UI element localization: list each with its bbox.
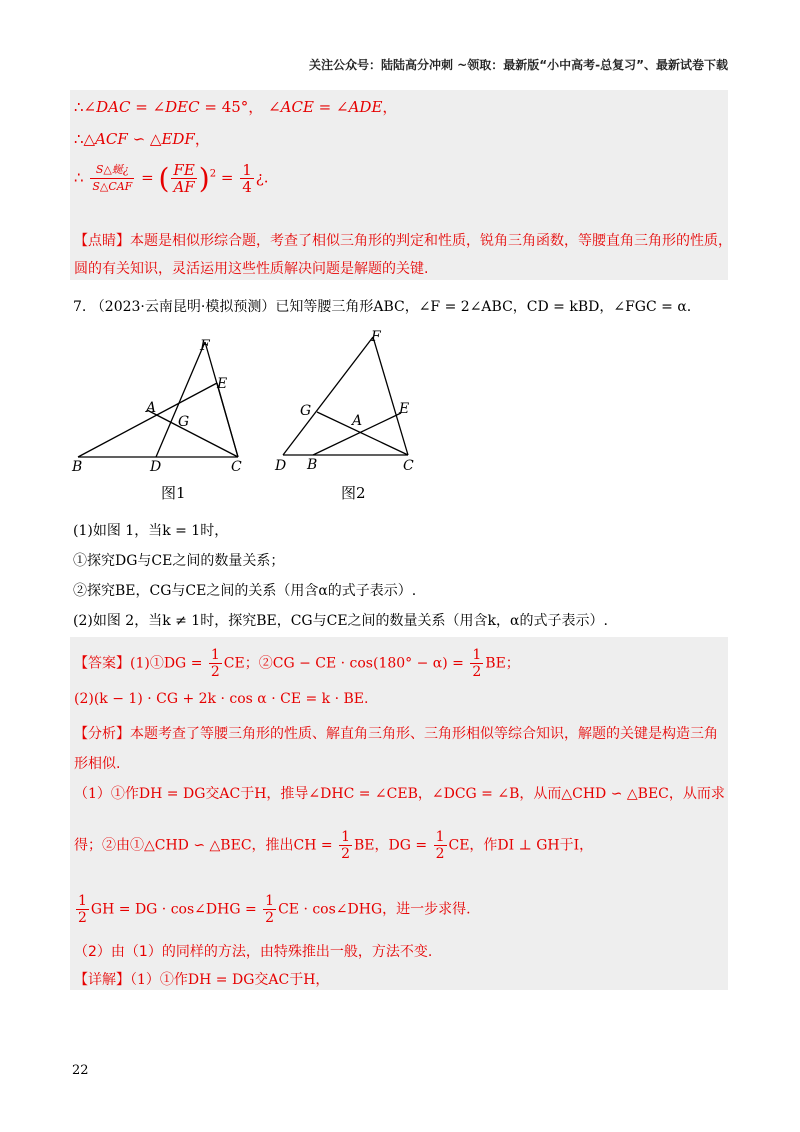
detail-line-1: 【详解】（1）①作DH = DG交AC于H， [74, 972, 330, 988]
question-7-stem: 7. （2023·云南昆明·模拟预测）已知等腰三角形ABC，∠F = 2∠ABC，CD = kBD，∠FGC = α. [73, 299, 692, 315]
fig2-label-F: F [371, 329, 381, 345]
solution-continuation [70, 90, 732, 280]
analysis-line-1: 【分析】本题考查了等腰三角形的性质、解直角三角形、三角形相似等综合知识，解题的关键是构造三角 [74, 726, 718, 742]
figure-2-caption: 图2 [341, 484, 366, 502]
question-7-part-1: (1)如图 1，当k = 1时， [73, 523, 229, 539]
fig2-label-B: B [307, 457, 318, 473]
remark-line-2: 圆的有关知识，灵活运用这些性质解决问题是解题的关键. [74, 261, 429, 277]
remark-line-1: 【点睛】本题是相似形综合题，考查了相似三角形的判定和性质，锐角三角函数，等腰直角三角形的性质， [74, 233, 732, 249]
fig1-label-B: B [72, 459, 83, 475]
answer-analysis-box [70, 637, 728, 990]
figure-1-caption: 图1 [161, 484, 186, 502]
answer-line-2: (2)(k − 1) · CG + 2k · cos α · CE = k · BE. [74, 691, 369, 707]
figure-2 [265, 325, 435, 480]
fig2-label-C: C [403, 458, 414, 474]
analysis-line-3: （1）①作DH = DG交AC于H，推导∠DHC = ∠CEB，∠DCG = ∠B，从而△CHD ∽ △BEC，从而求 [74, 786, 725, 802]
fig2-label-E: E [399, 401, 410, 417]
page-number: 22 [72, 1063, 89, 1078]
solution-line-1: ∴∠DAC = ∠DEC = 45°， ∠ACE = ∠ADE， [74, 98, 398, 116]
fig2-label-D: D [275, 458, 287, 474]
analysis-line-4: 得；②由①△CHD ∽ △BEC，推出CH = $\frac{1}{2}$ BE，DG = $\frac{1}{2}$ CE，作DI ⊥ GH于I， [74, 829, 594, 862]
question-7-part-1-i: ①探究DG与CE之间的数量关系； [73, 553, 285, 569]
analysis-line-6: （2）由（1）的同样的方法，由特殊推出一般，方法不变. [74, 944, 433, 960]
fig1-label-C: C [231, 459, 242, 475]
solution-line-3: ∴ $\frac{\text{S△蜒¿}}{\text{S△CAF}}$ = ( $\frac{FE}{AF}$ )$^2$ = $\frac{1}{4}$ ¿. [74, 161, 269, 196]
fig1-label-A: A [146, 400, 157, 416]
fig1-label-E: E [217, 376, 228, 392]
analysis-line-2: 形相似. [74, 756, 121, 772]
fig2-label-G: G [300, 403, 312, 419]
fig1-label-F: F [200, 338, 210, 354]
analysis-line-5: $\frac{1}{2}$ GH = DG · cos∠DHG = $\frac{1}{2}$ CE · cos∠DHG，进一步求得. [78, 893, 471, 926]
question-7-part-2: (2)如图 2，当k ≠ 1时，探究BE，CG与CE之间的数量关系（用含k，α的式子表示）. [73, 613, 608, 629]
fig1-label-D: D [150, 459, 162, 475]
solution-line-2: ∴△ACF ∽ △EDF， [74, 130, 210, 148]
figure-1 [60, 330, 260, 480]
fig2-label-A: A [352, 413, 363, 429]
question-7-part-1-ii: ②探究BE，CG与CE之间的关系（用含α的式子表示）. [73, 583, 417, 599]
page-header: 关注公众号：陆陆高分冲刺 ~领取：最新版“小中高考-总复习”、最新试卷下载 [309, 58, 728, 72]
fig1-label-G: G [178, 414, 190, 430]
answer-line-1: 【答案】(1)①DG = $\frac{1}{2}$ CE；②CG − CE · cos(180° − α) = $\frac{1}{2}$ BE； [74, 647, 520, 680]
